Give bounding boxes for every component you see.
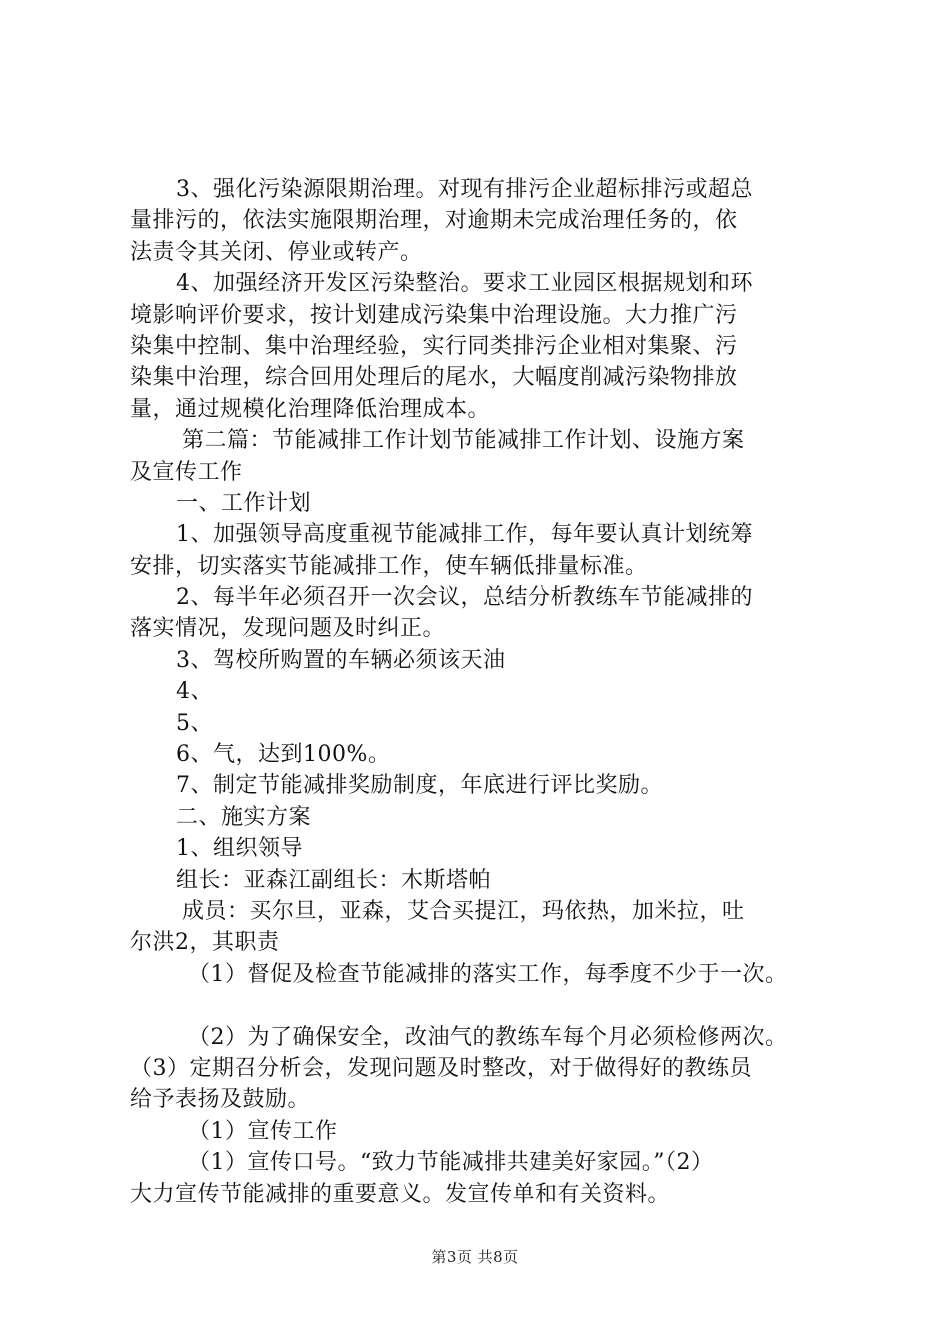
text-line: 给予表扬及鼓励。 xyxy=(130,1087,311,1113)
page-footer: 第3页 共8页 xyxy=(431,1248,519,1266)
text-line: 3、强化污染源限期治理。对现有排污企业超标排污或超总 xyxy=(176,177,753,202)
text-line: 4、加强经济开发区污染整治。要求工业园区根据规划和环 xyxy=(176,271,753,297)
text-line: 组长：亚森江副组长：木斯塔帕 xyxy=(176,867,492,893)
text-line: 染集中控制、集中治理经验，实行同类排污企业相对集聚、污 xyxy=(130,333,738,359)
text-line: 及宣传工作 xyxy=(130,459,243,485)
text-line: 法责令其关闭、停业或转产。 xyxy=(130,239,423,265)
text-line: （1）宣传口号。“致力节能减排共建美好家园。”（2） xyxy=(188,1150,714,1176)
text-line: 境影响评价要求，按计划建成污染集中治理设施。大力推广污 xyxy=(130,302,738,328)
blank-line xyxy=(130,990,835,1021)
text-line: 二、施实方案 xyxy=(176,804,312,830)
text-line: 成员：买尔旦，亚森，艾合买提江，玛依热，加米拉，吐 xyxy=(182,898,745,924)
text-line: 5、 xyxy=(176,710,213,736)
text-line: （2）为了确保安全，改油气的教练车每个月必须检修两次。 xyxy=(188,1024,788,1050)
text-line: （1）督促及检查节能减排的落实工作，每季度不少于一次。 xyxy=(188,961,788,987)
text-line: 一、工作计划 xyxy=(176,490,312,516)
text-line: 落实情况，发现问题及时纠正。 xyxy=(130,616,446,642)
text-line: 7、制定节能减排奖励制度，年底进行评比奖励。 xyxy=(176,773,663,799)
text-line: （1）宣传工作 xyxy=(188,1118,338,1144)
text-line: 1、组织领导 xyxy=(176,836,303,862)
text-line: 第二篇：节能减排工作计划节能减排工作计划、设施方案 xyxy=(182,428,745,454)
text-line: 量排污的，依法实施限期治理，对逾期未完成治理任务的，依 xyxy=(130,208,738,234)
text-line: 6、气，达到100%。 xyxy=(176,742,391,768)
text-line: 大力宣传节能减排的重要意义。发宣传单和有关资料。 xyxy=(130,1181,671,1207)
text-line: 尔洪2，其职责 xyxy=(130,930,280,956)
document-body xyxy=(130,174,835,1210)
text-line: 安排，切实落实节能减排工作，使车辆低排量标准。 xyxy=(130,553,648,579)
text-line: 4、 xyxy=(176,679,213,705)
text-line: 2、每半年必须召开一次会议，总结分析教练车节能减排的 xyxy=(176,585,753,611)
text-line: 量，通过规模化治理降低治理成本。 xyxy=(130,396,491,422)
text-line: 染集中治理，综合回用处理后的尾水，大幅度削减污染物排放 xyxy=(130,365,738,391)
text-line: （3）定期召分析会，发现问题及时整改，对于做得好的教练员 xyxy=(130,1055,752,1081)
text-line: 3、驾校所购置的车辆必须该天油 xyxy=(176,647,506,673)
text-line: 1、加强领导高度重视节能减排工作，每年要认真计划统筹 xyxy=(176,522,753,548)
